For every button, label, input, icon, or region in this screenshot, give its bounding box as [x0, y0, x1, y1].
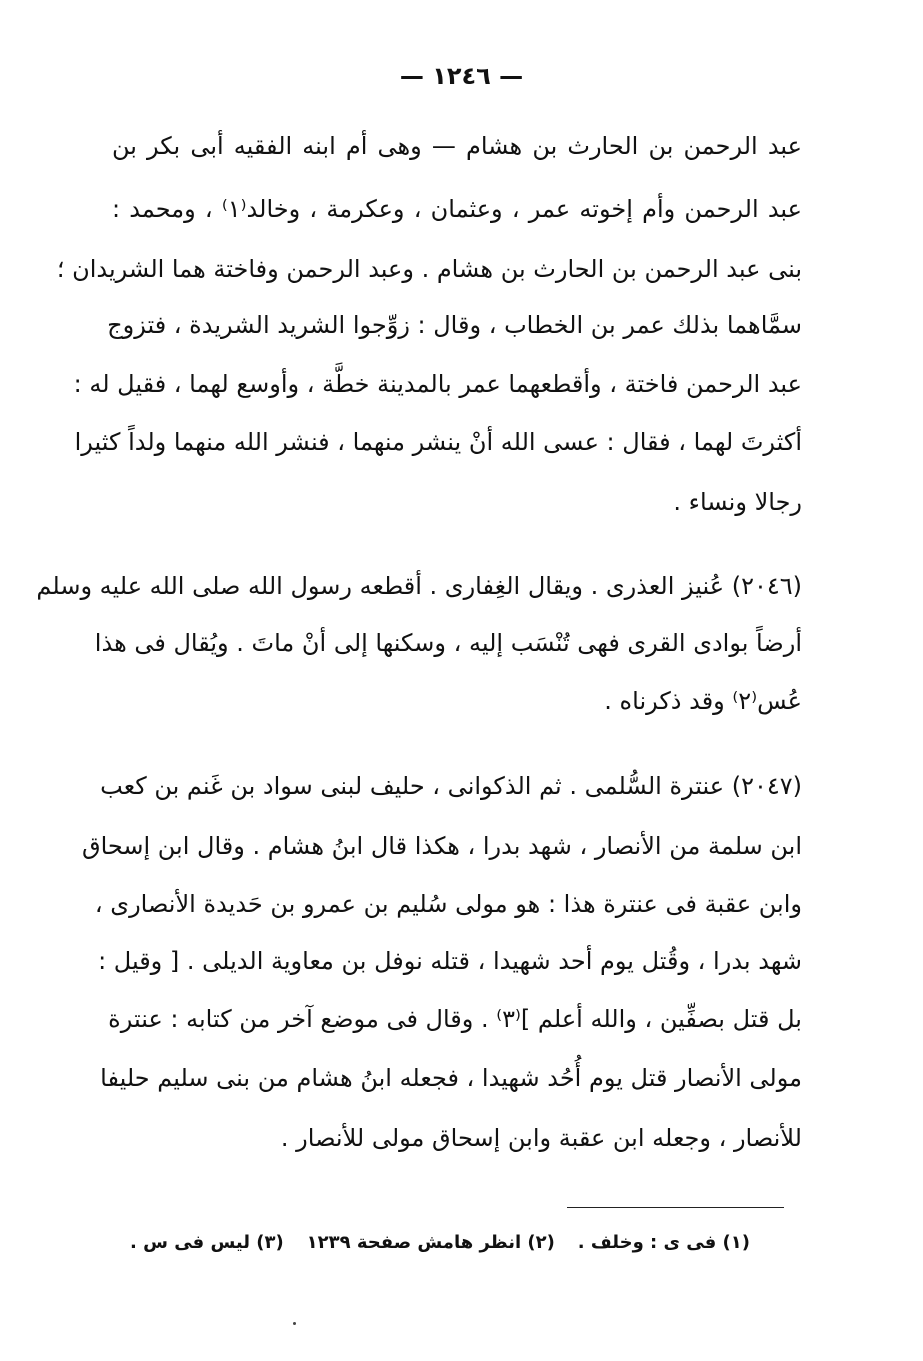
- entry-2047-line-1: (٢٠٤٧) عنترة السُّلمى . ثم الذكوانى ، حليف لبنى سواد بن غَنم بن كعب: [100, 772, 802, 800]
- paragraph-1-line-1: عبد الرحمن بن الحارث بن هشام — وهى أم ابنه الفقيه أبى بكر بن: [112, 132, 802, 160]
- entry-2046-line-3: عُس⁽٢⁾ وقد ذكرناه .: [604, 687, 802, 715]
- entry-2047-line-4: شهد بدرا ، وقُتل يوم أحد شهيدا ، قتله نوفل بن معاوية الديلى . [ وقيل :: [98, 947, 802, 975]
- footnotes: [130, 1232, 750, 1253]
- entry-2046-line-1: (٢٠٤٦) عُنيز العذرى . ويقال الغِفارى . أقطعه رسول الله صلى الله عليه وسلم: [36, 572, 802, 600]
- footnote-1: (١) فى ى : وخلف .: [577, 1232, 750, 1253]
- print-speck: [293, 1322, 296, 1325]
- footnote-divider: [567, 1207, 784, 1208]
- entry-2047-line-5: بل قتل بصفِّين ، والله أعلم ]⁽٣⁾ . وقال فى موضع آخر من كتابه : عنترة: [108, 1005, 802, 1033]
- footnote-3: (٣) ليس فى س .: [130, 1232, 284, 1253]
- paragraph-1-line-4: سمَّاهما بذلك عمر بن الخطاب ، وقال : زوِّجوا الشريد الشريدة ، فتزوج: [107, 311, 802, 339]
- paragraph-1-line-2: عبد الرحمن وأم إخوته عمر ، وعثمان ، وعكرمة ، وخالد⁽١⁾ ، ومحمد :: [112, 195, 802, 223]
- entry-2047-line-3: وابن عقبة فى عنترة هذا : هو مولى سُليم بن عمرو بن حَديدة الأنصارى ،: [94, 890, 802, 918]
- paragraph-1-line-7: رجالا ونساء .: [673, 488, 802, 516]
- entry-2047-line-2: ابن سلمة من الأنصار ، شهد بدرا ، هكذا قال ابنُ هشام . وقال ابن إسحاق: [81, 832, 802, 860]
- paragraph-1-line-5: عبد الرحمن فاختة ، وأقطعهما عمر بالمدينة خطَّة ، وأوسع لهما ، فقيل له :: [73, 370, 802, 398]
- entry-2047-line-6: مولى الأنصار قتل يوم أُحُد شهيدا ، فجعله ابنُ هشام من بنى سليم حليفا: [100, 1064, 802, 1092]
- paragraph-1-line-6: أكثرتَ لهما ، فقال : عسى الله أنْ ينشر منهما ، فنشر الله منهما ولداً كثيرا: [74, 428, 802, 456]
- page-number: — ١٢٤٦ —: [399, 62, 524, 90]
- footnote-2: (٢) انظر هامش صفحة ١٢٣٩: [306, 1232, 555, 1253]
- paragraph-1-line-3: بنى عبد الرحمن بن الحارث بن هشام . وعبد الرحمن وفاختة هما الشريدان ؛: [56, 255, 802, 283]
- entry-2047-line-7: للأنصار ، وجعله ابن عقبة وابن إسحاق مولى للأنصار .: [280, 1124, 802, 1152]
- entry-2046-line-2: أرضاً بوادى القرى فهى تُنْسَب إليه ، وسكنها إلى أنْ ماتَ . ويُقال فى هذا: [94, 629, 802, 657]
